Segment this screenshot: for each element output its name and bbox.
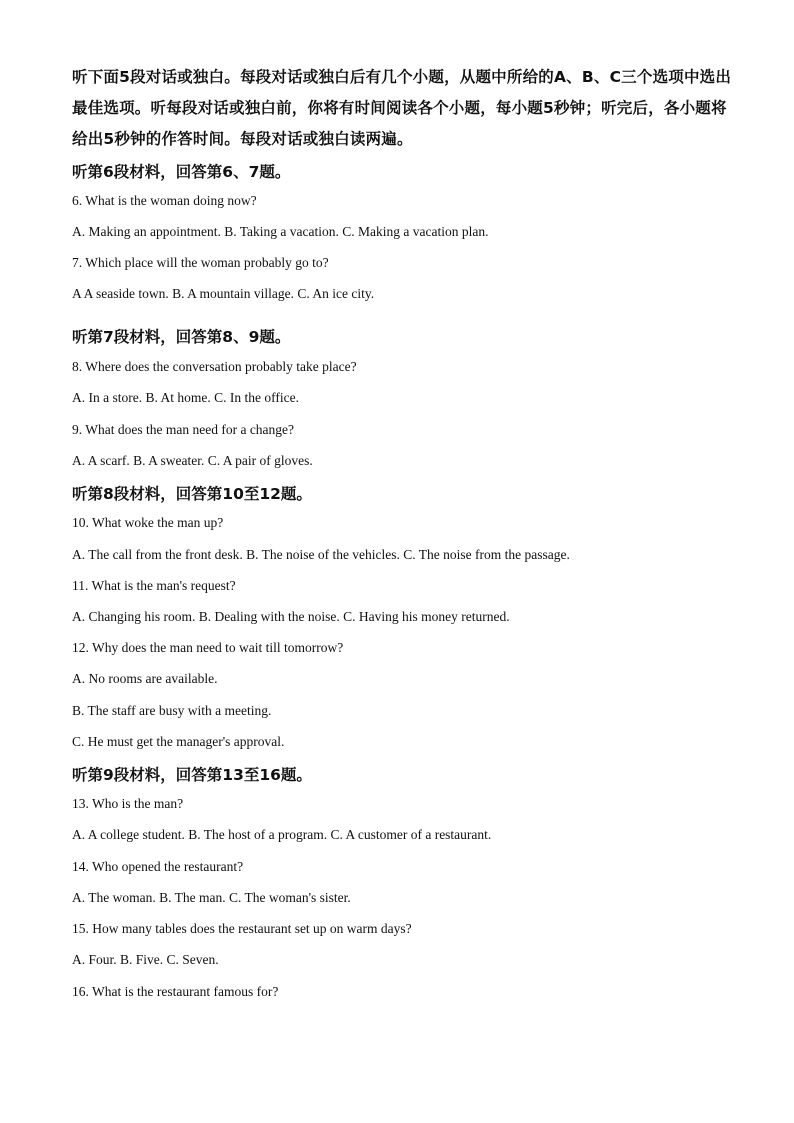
answer-options: A. In a store. B. At home. C. In the office. bbox=[72, 390, 299, 405]
answer-option: A. No rooms are available. bbox=[72, 671, 218, 686]
question: 10. What woke the man up? bbox=[72, 515, 224, 530]
question: 7. Which place will the woman probably go to? bbox=[72, 255, 329, 270]
question: 15. How many tables does the restaurant set up on warm days? bbox=[72, 921, 412, 936]
section-heading: 听第9段材料，回答第13至16题。 bbox=[72, 766, 312, 784]
answer-options: A. Four. B. Five. C. Seven. bbox=[72, 952, 219, 967]
question: 11. What is the man's request? bbox=[72, 578, 236, 593]
section-heading: 听第7段材料，回答第8、9题。 bbox=[72, 328, 291, 346]
answer-options: A. Changing his room. B. Dealing with the noise. C. Having his money returned. bbox=[72, 609, 510, 624]
section-heading: 听第8段材料，回答第10至12题。 bbox=[72, 485, 312, 503]
question: 16. What is the restaurant famous for? bbox=[72, 984, 279, 999]
question: 9. What does the man need for a change? bbox=[72, 422, 295, 437]
question: 14. Who opened the restaurant? bbox=[72, 859, 244, 874]
answer-options: A. Making an appointment. B. Taking a vacation. C. Making a vacation plan. bbox=[72, 224, 489, 239]
answer-options: A. The woman. B. The man. C. The woman's sister. bbox=[72, 890, 351, 905]
answer-options: A A seaside town. B. A mountain village. C. An ice city. bbox=[72, 286, 375, 301]
section-heading: 听第6段材料，回答第6、7题。 bbox=[72, 163, 291, 181]
question: 13. Who is the man? bbox=[72, 796, 184, 811]
listening-instructions: 听下面5段对话或独白。每段对话或独白后有几个小题，从题中所给的A、B、C三个选项中选出最佳选项。听每段对话或独白前，你将有时间阅读各个小题，每小题5秒钟；听完后，各小题将给出5秒钟的作答时间。每段对话或独白读两遍。 bbox=[72, 68, 732, 148]
answer-options: A. The call from the front desk. B. The noise of the vehicles. C. The noise from the passage. bbox=[72, 547, 570, 562]
question: 12. Why does the man need to wait till tomorrow? bbox=[72, 640, 344, 655]
answer-options: A. A college student. B. The host of a program. C. A customer of a restaurant. bbox=[72, 827, 492, 842]
answer-option: B. The staff are busy with a meeting. bbox=[72, 703, 272, 718]
question: 8. Where does the conversation probably take place? bbox=[72, 359, 357, 374]
question: 6. What is the woman doing now? bbox=[72, 193, 257, 208]
answer-option: C. He must get the manager's approval. bbox=[72, 734, 285, 749]
answer-options: A. A scarf. B. A sweater. C. A pair of gloves. bbox=[72, 453, 313, 468]
